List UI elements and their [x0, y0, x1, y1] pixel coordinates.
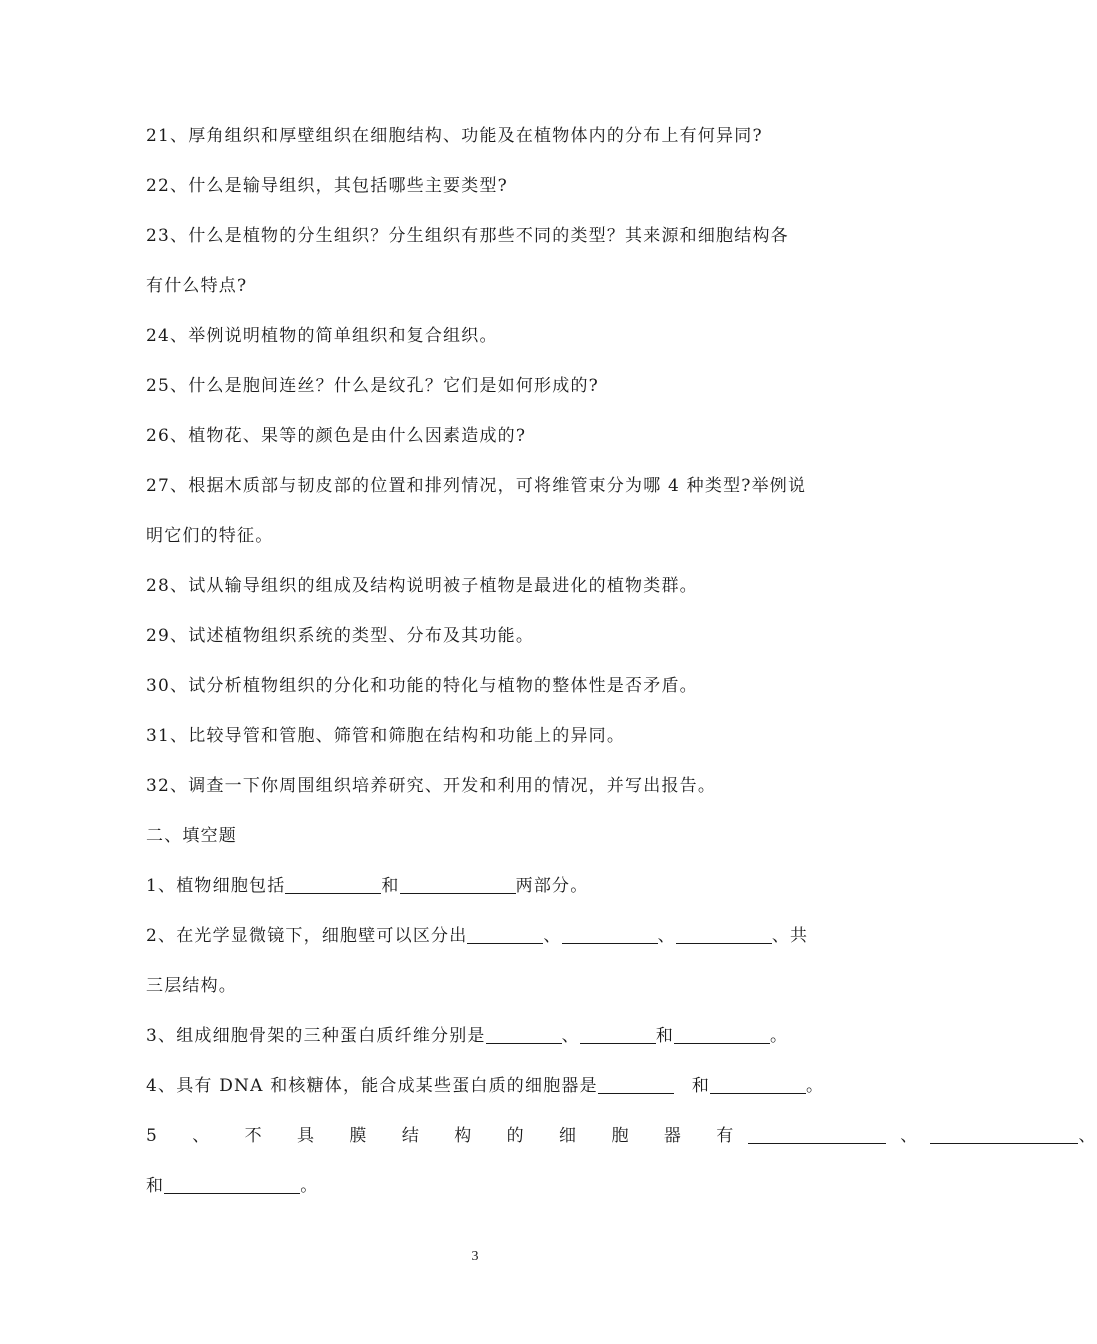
question-number: 31 — [146, 726, 171, 746]
question-number: 30 — [146, 676, 171, 696]
connector-text: 和 — [691, 1076, 711, 1096]
answer-blank[interactable] — [400, 875, 516, 894]
connector-text: 和 — [381, 876, 400, 896]
question-text: 4、具有 DNA 和核糖体，能合成某些蛋白质的细胞器是 — [146, 1076, 598, 1096]
answer-blank[interactable] — [674, 1025, 770, 1044]
question-text: 、什么是输导组织，其包括哪些主要类型? — [170, 176, 508, 196]
question-21 — [146, 125, 826, 147]
question-text: 、植物花、果等的颜色是由什么因素造成的? — [170, 426, 527, 446]
answer-blank[interactable] — [676, 925, 772, 944]
question-30 — [146, 675, 826, 697]
question-number: 25 — [146, 376, 171, 396]
question-text: 、试述植物组织系统的类型、分布及其功能。 — [170, 626, 535, 646]
page-number: 3 — [471, 1249, 479, 1264]
question-text: 、根据木质部与韧皮部的位置和排列情况，可将维管束分为哪 4 种类型?举例说 — [170, 476, 807, 496]
question-27-continuation: 明它们的特征。 — [146, 526, 274, 546]
question-number: 26 — [146, 426, 171, 446]
question-23-continuation: 有什么特点? — [146, 276, 248, 296]
question-23 — [146, 225, 826, 247]
question-number: 21 — [146, 126, 171, 146]
answer-blank[interactable] — [164, 1175, 300, 1194]
separator-text: 、 — [543, 926, 562, 946]
connector-text: 和 — [146, 1176, 165, 1196]
question-22 — [146, 175, 826, 197]
answer-blank[interactable] — [486, 1025, 562, 1044]
question-32 — [146, 775, 826, 797]
question-text: 3、组成细胞骨架的三种蛋白质纤维分别是 — [146, 1026, 486, 1046]
section-title: 二、填空题 — [146, 826, 237, 846]
question-31 — [146, 725, 826, 747]
question-27 — [146, 475, 826, 497]
question-text: 、什么是植物的分生组织？分生组织有那些不同的类型？其来源和细胞结构各 — [170, 226, 789, 246]
question-text-tail: 。 — [806, 1076, 825, 1096]
fill-question-4 — [146, 1075, 826, 1097]
question-number: 27 — [146, 476, 171, 496]
question-text: 2、在光学显微镜下，细胞壁可以区分出 — [146, 926, 468, 946]
question-25 — [146, 375, 826, 397]
fill-question-2 — [146, 925, 826, 947]
question-text: 、调查一下你周围组织培养研究、开发和利用的情况，并写出报告。 — [170, 776, 717, 796]
question-text-tail: 。 — [300, 1176, 319, 1196]
question-number: 32 — [146, 776, 171, 796]
fill-question-5-continuation — [146, 1175, 826, 1197]
question-text-tail: 、 — [1078, 1126, 1097, 1146]
answer-blank[interactable] — [580, 1025, 656, 1044]
answer-blank[interactable] — [562, 925, 658, 944]
answer-blank[interactable] — [467, 925, 543, 944]
question-28 — [146, 575, 826, 597]
question-24 — [146, 325, 826, 347]
question-26 — [146, 425, 826, 447]
question-29 — [146, 625, 826, 647]
answer-blank[interactable] — [930, 1125, 1078, 1144]
question-number: 24 — [146, 326, 171, 346]
question-number: 23 — [146, 226, 171, 246]
separator-text: 、 — [900, 1126, 919, 1146]
question-text: 、比较导管和管胞、筛管和筛胞在结构和功能上的异同。 — [170, 726, 626, 746]
separator-text: 、 — [657, 926, 676, 946]
question-number: 22 — [146, 176, 171, 196]
fill-question-1 — [146, 875, 826, 897]
question-text: 、什么是胞间连丝？什么是纹孔？它们是如何形成的? — [170, 376, 599, 396]
fill-question-3 — [146, 1025, 826, 1047]
answer-blank[interactable] — [285, 875, 381, 894]
question-text: 1、植物细胞包括 — [146, 876, 286, 896]
question-text-tail: 。 — [770, 1026, 789, 1046]
answer-blank[interactable] — [598, 1075, 674, 1094]
question-number: 28 — [146, 576, 171, 596]
fill-question-5 — [146, 1125, 1097, 1147]
connector-text: 和 — [655, 1026, 675, 1046]
question-number: 29 — [146, 626, 171, 646]
question-text-tail: 、共 — [771, 926, 809, 946]
question-text: 、试从输导组织的组成及结构说明被子植物是最进化的植物类群。 — [170, 576, 698, 596]
answer-blank[interactable] — [710, 1075, 806, 1094]
question-text-tail: 两部分。 — [515, 876, 589, 896]
question-text: 、试分析植物组织的分化和功能的特化与植物的整体性是否矛盾。 — [170, 676, 698, 696]
question-text: 、厚角组织和厚壁组织在细胞结构、功能及在植物体内的分布上有何异同? — [170, 126, 763, 146]
question-text: 5 、 不 具 膜 结 构 的 细 胞 器 有 — [146, 1126, 749, 1146]
answer-blank[interactable] — [748, 1125, 886, 1144]
separator-text: 、 — [561, 1026, 580, 1046]
fill-question-2-continuation: 三层结构。 — [146, 976, 237, 996]
question-text: 、举例说明植物的简单组织和复合组织。 — [170, 326, 498, 346]
